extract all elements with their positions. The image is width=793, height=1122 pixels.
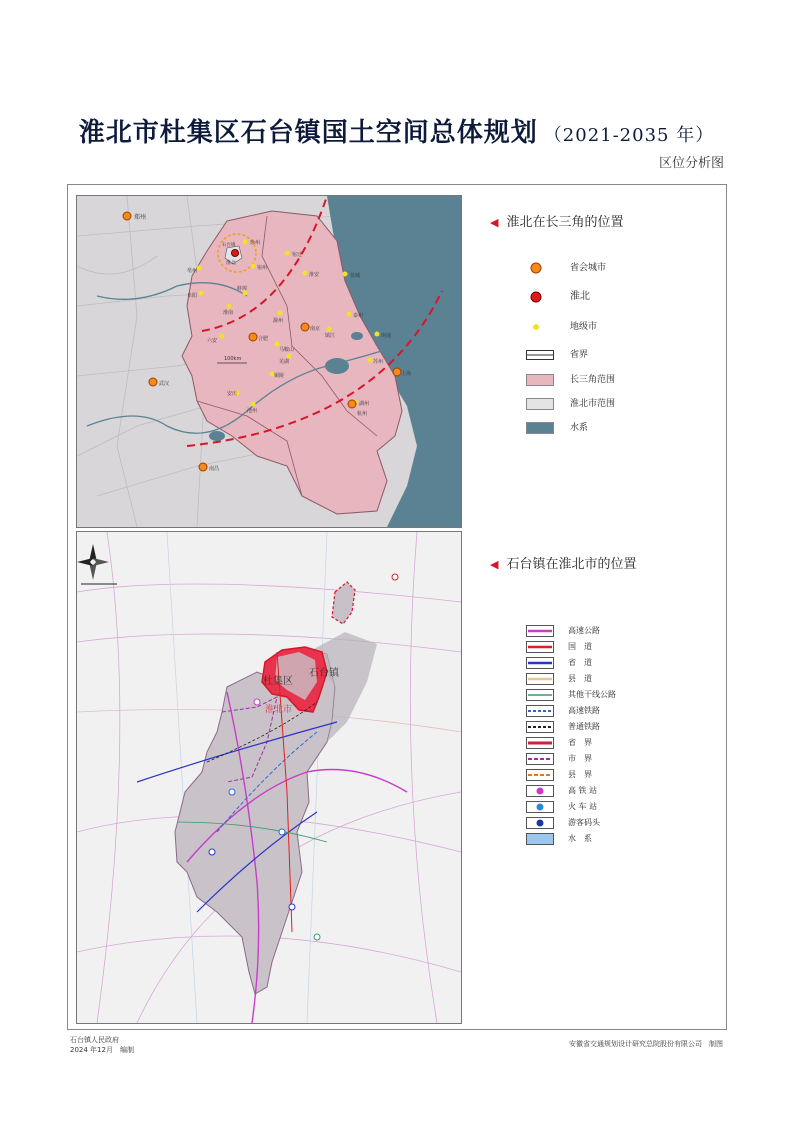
city-huaian-icon bbox=[303, 271, 308, 276]
city-taizhou-icon bbox=[347, 312, 352, 317]
hsr-station-icon bbox=[254, 699, 260, 705]
legend-top-heading-text: 淮北在长三角的位置 bbox=[506, 215, 624, 230]
legend-label: 省 道 bbox=[568, 658, 592, 667]
trunk-road-line-icon bbox=[526, 689, 554, 701]
city-bozhou-icon bbox=[197, 266, 202, 271]
city-zhengzhou-icon bbox=[123, 212, 131, 220]
city-taizhou-label: 泰州 bbox=[353, 313, 364, 319]
city-xuzhou-label: 徐州 bbox=[250, 240, 261, 246]
national-road-line-icon bbox=[526, 641, 554, 653]
legend-label: 水 系 bbox=[568, 834, 592, 843]
legend-label: 游客码头 bbox=[568, 818, 600, 827]
city-nantong-icon bbox=[375, 332, 380, 337]
train-station-icon bbox=[314, 934, 320, 940]
city-chizhou-icon bbox=[251, 402, 256, 407]
footer-compiled: 编制 bbox=[119, 1046, 134, 1054]
huaibei-seal-label: 淮北市 bbox=[265, 705, 293, 715]
city-wuhan-label: 武汉 bbox=[159, 381, 170, 387]
legend-label: 其他干线公路 bbox=[568, 690, 616, 699]
city-shanghai-label: 上海 bbox=[401, 371, 412, 377]
scale-label: 100km bbox=[224, 356, 242, 362]
city-suzhou-anhui-label: 宿州 bbox=[257, 265, 268, 271]
legend-label: 淮北 bbox=[570, 291, 590, 302]
legend-label: 县 道 bbox=[568, 674, 592, 683]
county-road-line-icon bbox=[526, 673, 554, 685]
legend-top-heading bbox=[490, 211, 623, 230]
city-wuhu-icon bbox=[287, 354, 292, 359]
city-zhenjiang-label: 镇江 bbox=[325, 333, 336, 339]
orange-dot-icon bbox=[526, 262, 554, 274]
city-hefei-icon bbox=[249, 333, 257, 341]
city-nanjing-label: 南京 bbox=[310, 326, 321, 332]
city-huzhou-label: 湖州 bbox=[359, 401, 370, 407]
legend-label: 长三角范围 bbox=[570, 375, 616, 385]
yangtze-delta-map-svg bbox=[77, 196, 461, 527]
footer-right bbox=[569, 1039, 723, 1049]
map-subtitle: 区位分析图 bbox=[658, 156, 724, 171]
city-suzhou-label: 苏州 bbox=[373, 359, 384, 365]
legend-label: 市 界 bbox=[568, 754, 592, 763]
hsr-line-icon bbox=[526, 705, 554, 717]
legend-label: 高 铁 站 bbox=[568, 786, 598, 795]
city-hangzhou-icon bbox=[348, 400, 356, 408]
legend-label: 县 界 bbox=[568, 770, 592, 779]
huaibei-map-svg bbox=[77, 532, 461, 1023]
water-swatch-icon bbox=[526, 422, 554, 434]
pier-icon bbox=[209, 849, 215, 855]
city-zhengzhou-label: 郑州 bbox=[134, 214, 147, 221]
legend-label: 火 车 站 bbox=[568, 802, 598, 811]
legend-label: 省界 bbox=[570, 350, 589, 360]
footer-made: 制图 bbox=[709, 1040, 723, 1048]
city-huaibei-label: 淮北 bbox=[226, 260, 237, 266]
county-border-line-icon bbox=[526, 769, 554, 781]
city-luan-icon bbox=[220, 334, 225, 339]
city-xuzhou-icon bbox=[243, 240, 248, 245]
city-fuyang-label: 阜阳 bbox=[187, 293, 198, 299]
city-bozhou-label: 亳州 bbox=[187, 268, 198, 274]
city-wuhu-label: 芜湖 bbox=[279, 359, 290, 365]
footer-org: 石台镇人民政府 bbox=[70, 1036, 119, 1044]
water-swatch-icon bbox=[526, 833, 554, 845]
page-title bbox=[0, 112, 793, 149]
city-tongling-label: 铜陵 bbox=[274, 373, 285, 379]
city-suqian-icon bbox=[285, 251, 290, 256]
north-enclave bbox=[332, 582, 355, 624]
red-dot-icon bbox=[526, 291, 554, 303]
city-nanchang-label: 南昌 bbox=[209, 466, 220, 472]
city-wuhan-icon bbox=[149, 378, 157, 386]
huaibei-swatch-icon bbox=[526, 398, 554, 410]
city-hangzhou-label: 杭州 bbox=[357, 411, 368, 417]
city-chuzhou-label: 滁州 bbox=[273, 318, 284, 324]
legend-label: 省会城市 bbox=[570, 263, 607, 273]
city-nanjing-icon bbox=[301, 323, 309, 331]
double-line-icon bbox=[526, 349, 554, 361]
heading-arrow-icon: ◀ bbox=[490, 558, 499, 571]
legend-label: 省 界 bbox=[568, 738, 592, 747]
town-shitai-label: 石台镇 bbox=[222, 243, 236, 248]
footer-maker: 安徽省交通规划设计研究总院股份有限公司 bbox=[569, 1040, 702, 1048]
city-anqing-label: 安庆 bbox=[227, 391, 238, 397]
city-chuzhou-icon bbox=[278, 311, 283, 316]
legend-label: 国 道 bbox=[568, 642, 592, 651]
huaibei-location-map bbox=[76, 531, 462, 1024]
city-zhenjiang-icon bbox=[327, 327, 332, 332]
city-bengbu-label: 蚌埠 bbox=[237, 286, 248, 292]
yellow-dot-icon bbox=[526, 321, 554, 333]
hsr-station-icon bbox=[392, 574, 398, 580]
legend-label: 高速公路 bbox=[568, 626, 600, 635]
provincial-road-line-icon bbox=[526, 657, 554, 669]
legend-label: 普通铁路 bbox=[568, 722, 600, 731]
pier-icon bbox=[289, 904, 295, 910]
city-yancheng-icon bbox=[343, 272, 348, 277]
city-hefei-label: 合肥 bbox=[258, 336, 269, 342]
title-years: （2021-2035 年） bbox=[543, 125, 715, 146]
city-huaian-label: 淮安 bbox=[309, 272, 320, 278]
city-huainan-label: 淮南 bbox=[223, 310, 234, 316]
town-shitai-label: 石台镇 bbox=[309, 668, 339, 679]
legend-label: 水系 bbox=[570, 423, 589, 433]
city-border-line-icon bbox=[526, 753, 554, 765]
expressway-line-icon bbox=[526, 625, 554, 637]
footer-left bbox=[70, 1035, 134, 1055]
legend-bottom-heading bbox=[490, 553, 636, 572]
yangtze-delta-location-map bbox=[76, 195, 462, 528]
city-fuyang-icon bbox=[199, 291, 204, 296]
province-border-line-icon bbox=[526, 737, 554, 749]
city-nantong-label: 南通 bbox=[381, 333, 392, 339]
pier-icon bbox=[526, 817, 554, 829]
train-station-icon bbox=[526, 801, 554, 813]
hsr-station-icon bbox=[526, 785, 554, 797]
city-luan-label: 六安 bbox=[207, 338, 218, 344]
district-duji-label: 杜集区 bbox=[263, 676, 293, 687]
footer-date: 2024 年12月 bbox=[70, 1046, 113, 1054]
city-yancheng-label: 盐城 bbox=[350, 273, 361, 279]
legend-label: 地级市 bbox=[570, 322, 598, 332]
city-huainan-icon bbox=[227, 304, 232, 309]
title-main: 淮北市杜集区石台镇国土空间总体规划 bbox=[78, 118, 538, 148]
railway-line-icon bbox=[526, 721, 554, 733]
city-suzhou-icon bbox=[368, 358, 373, 363]
legend-label: 高速铁路 bbox=[568, 706, 600, 715]
city-huaibei-icon bbox=[232, 250, 239, 257]
train-station-icon bbox=[279, 829, 285, 835]
heading-arrow-icon: ◀ bbox=[490, 216, 499, 229]
delta-swatch-icon bbox=[526, 374, 554, 386]
city-chizhou-label: 池州 bbox=[247, 408, 258, 414]
city-suqian-label: 宿迁 bbox=[292, 252, 303, 258]
city-maanshan-icon bbox=[275, 342, 280, 347]
legend-label: 淮北市范围 bbox=[570, 399, 616, 409]
legend-bottom-heading-text: 石台镇在淮北市的位置 bbox=[506, 557, 637, 572]
city-nanchang-icon bbox=[199, 463, 207, 471]
city-suzhou-anhui-icon bbox=[251, 264, 256, 269]
train-station-icon bbox=[229, 789, 235, 795]
city-maanshan-label: 马鞍山 bbox=[279, 347, 295, 353]
city-shanghai-icon bbox=[393, 368, 401, 376]
